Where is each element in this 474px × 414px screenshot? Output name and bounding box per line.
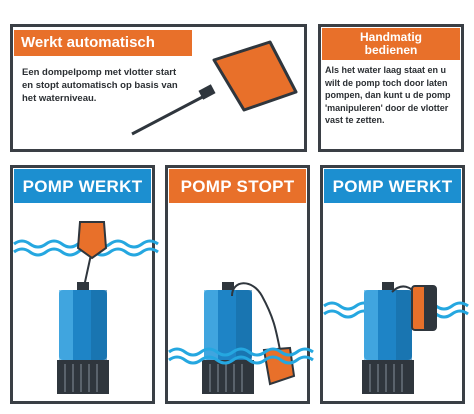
manual-info-title: Handmatig bedienen xyxy=(322,28,460,60)
panel-3-title: POMP WERKT xyxy=(332,177,453,196)
float-switch-icon xyxy=(132,42,296,134)
auto-info-title: Werkt automatisch xyxy=(14,30,192,56)
auto-info-text: Een dompelpomp met vlotter start en stopt automatisch op basis van het waterniveau. xyxy=(22,67,178,104)
pump-icon xyxy=(57,282,109,394)
pump-icon xyxy=(362,282,414,394)
manual-info-text: Als het water laag staat en u wilt de pomp toch door laten pompen, dan kunt u de pomp 'manipuleren' door de vlotter vast te zetten. xyxy=(325,65,451,125)
panel-2-title: POMP STOPT xyxy=(180,177,295,196)
panel-1-title: POMP WERKT xyxy=(22,177,143,196)
pump-icon xyxy=(202,282,254,394)
